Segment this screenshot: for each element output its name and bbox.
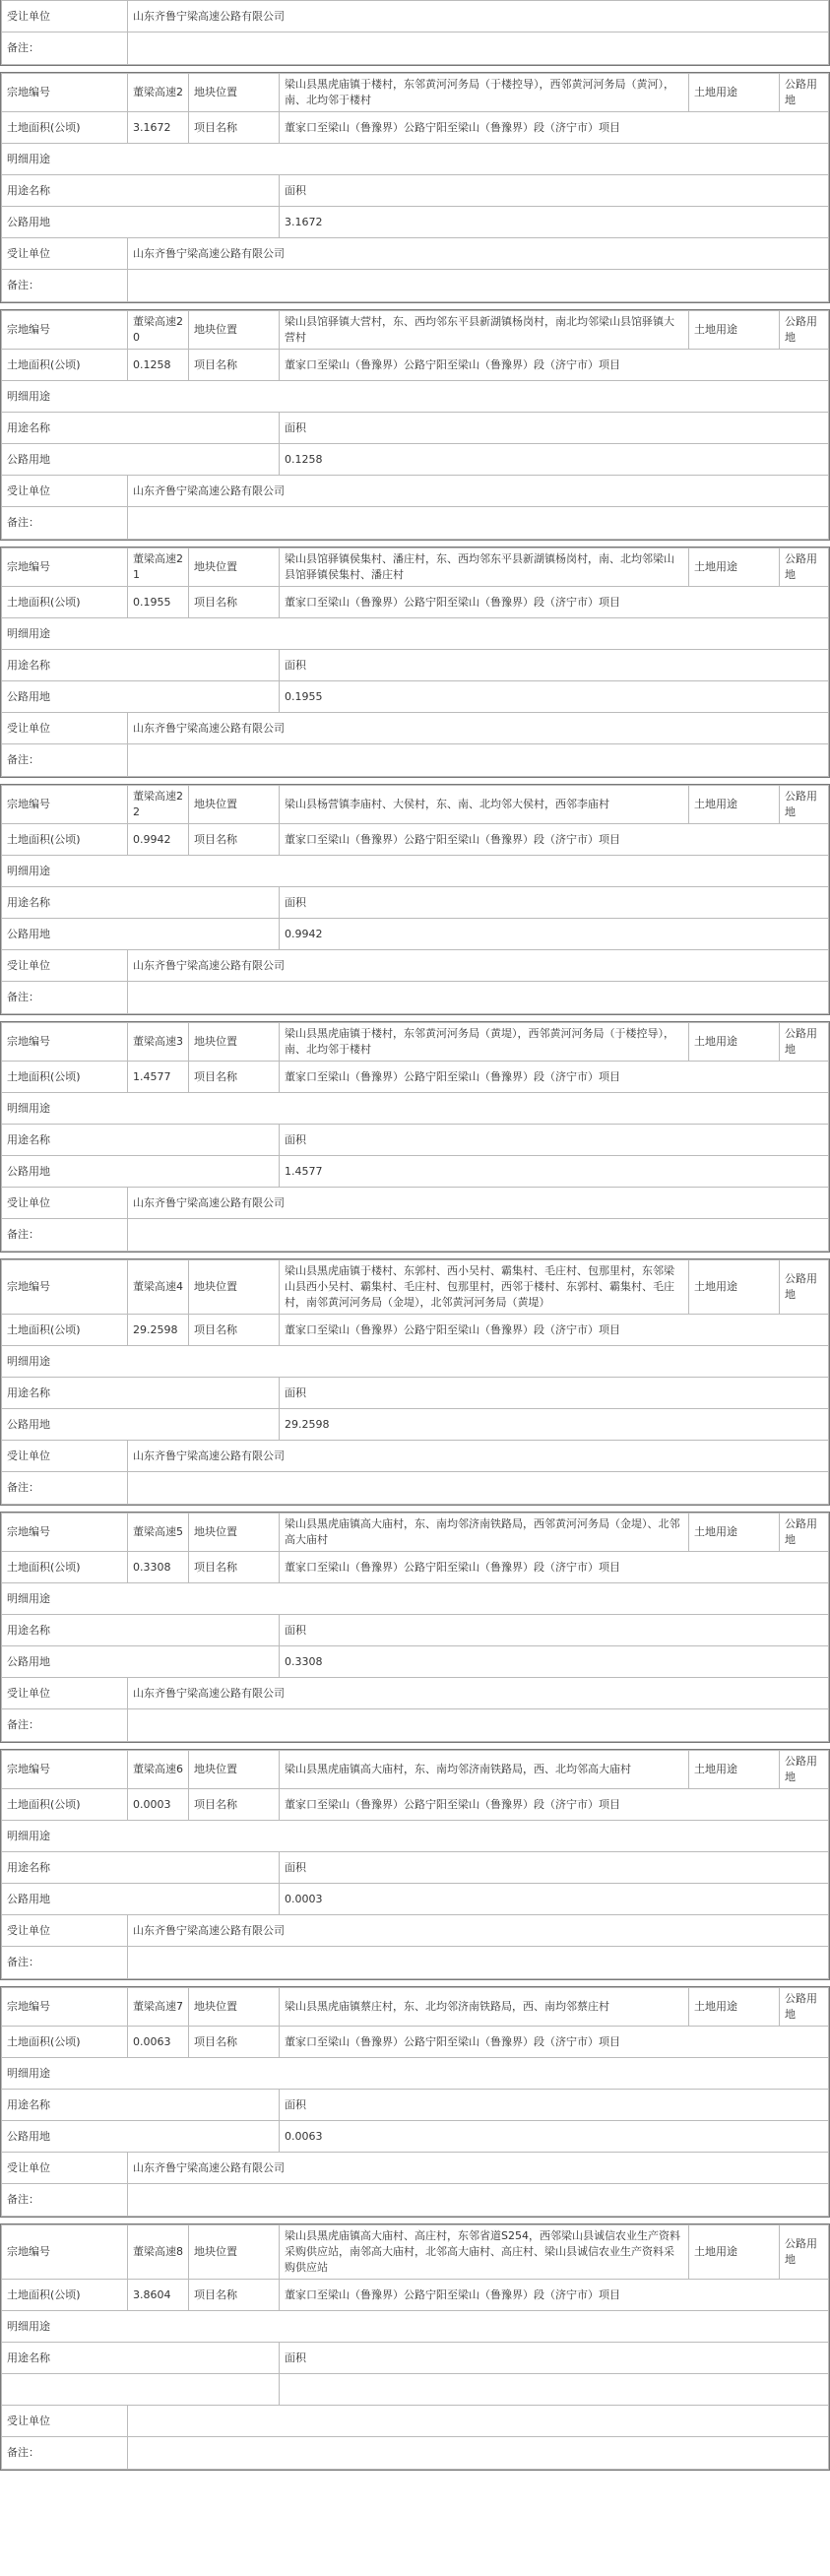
parcel-table: [1, 73, 829, 302]
remark-label: 备注：: [2, 1472, 128, 1505]
details-row: [2, 144, 829, 175]
details-label: 明细用途: [2, 1346, 829, 1378]
receiver-row: [2, 476, 829, 507]
area-ha-label: 土地面积(公顷): [2, 1789, 128, 1821]
detail-value-row: [2, 1884, 829, 1915]
remark-label: 备注：: [2, 1947, 128, 1979]
receiver-value: [128, 2406, 829, 2437]
parcel-table: [1, 1022, 829, 1252]
parcel-table: [1, 1513, 829, 1742]
receiver-row: [2, 1441, 829, 1472]
detail-value-row: [2, 1646, 829, 1678]
parcel-no-value: 董梁高速6: [128, 1751, 189, 1789]
details-label: 明细用途: [2, 1821, 829, 1852]
parcel-no-value: 董梁高速4: [128, 1260, 189, 1315]
detail-area-value: 0.1258: [280, 444, 829, 476]
detail-header-row: [2, 413, 829, 444]
remark-row: [2, 1219, 829, 1252]
receiver-row: [2, 950, 829, 982]
receiver-value: 山东齐鲁宁梁高速公路有限公司: [128, 1, 829, 32]
parcel-header-row: [2, 1751, 829, 1789]
remark-value: [128, 270, 829, 302]
receiver-row: [2, 1188, 829, 1219]
remark-label: 备注：: [2, 507, 128, 540]
details-label: 明细用途: [2, 2058, 829, 2090]
project-name-value: 董家口至梁山（鲁豫界）公路宁阳至梁山（鲁豫界）段（济宁市）项目: [280, 1062, 829, 1093]
project-name-label: 项目名称: [189, 1315, 280, 1346]
receiver-value: 山东齐鲁宁梁高速公路有限公司: [128, 950, 829, 982]
area-row: [2, 350, 829, 381]
receiver-label: 受让单位: [2, 1915, 128, 1947]
remark-value: [128, 1472, 829, 1505]
detail-area-value: 0.3308: [280, 1646, 829, 1678]
parcel-tail-block: [0, 0, 830, 66]
parcel-block: [0, 2223, 830, 2471]
remark-value: [128, 507, 829, 540]
parcel-no-label: 宗地编号: [2, 311, 128, 350]
detail-use-value: [2, 2374, 280, 2406]
detail-header-row: [2, 2090, 829, 2121]
parcel-no-value: 董梁高速8: [128, 2225, 189, 2280]
location-value: 梁山县黑虎庙镇于楼村，东邻黄河河务局（于楼控导），西邻黄河河务局（黄河），南、北均邻于楼村: [280, 74, 689, 112]
area-ha-value: 0.1955: [128, 587, 189, 618]
area-label: 面积: [280, 1378, 829, 1409]
parcel-table: [1, 310, 829, 540]
area-ha-value: 1.4577: [128, 1062, 189, 1093]
remark-value: [128, 1947, 829, 1979]
project-name-label: 项目名称: [189, 1789, 280, 1821]
use-name-label: 用途名称: [2, 650, 280, 681]
use-name-label: 用途名称: [2, 2090, 280, 2121]
detail-use-value: 公路用地: [2, 1409, 280, 1441]
project-name-value: 董家口至梁山（鲁豫界）公路宁阳至梁山（鲁豫界）段（济宁市）项目: [280, 824, 829, 856]
remark-row: [2, 2184, 829, 2217]
detail-value-row: [2, 2374, 829, 2406]
detail-use-value: 公路用地: [2, 444, 280, 476]
remark-value: [128, 2437, 829, 2470]
receiver-label: 受让单位: [2, 1441, 128, 1472]
area-label: 面积: [280, 175, 829, 207]
parcel-header-row: [2, 1023, 829, 1062]
project-name-label: 项目名称: [189, 2027, 280, 2058]
project-name-value: 董家口至梁山（鲁豫界）公路宁阳至梁山（鲁豫界）段（济宁市）项目: [280, 2280, 829, 2311]
details-label: 明细用途: [2, 381, 829, 413]
use-name-label: 用途名称: [2, 175, 280, 207]
remark-row: [2, 982, 829, 1014]
parcel-header-row: [2, 1988, 829, 2027]
land-use-label: 土地用途: [689, 1513, 780, 1552]
area-label: 面积: [280, 2343, 829, 2374]
receiver-value: 山东齐鲁宁梁高速公路有限公司: [128, 1678, 829, 1709]
remark-row: [2, 507, 829, 540]
detail-header-row: [2, 1125, 829, 1156]
parcel-tail-table: [1, 0, 829, 65]
land-use-value: 公路用地: [780, 311, 829, 350]
parcel-no-label: 宗地编号: [2, 786, 128, 824]
area-row: [2, 112, 829, 144]
remark-row: [2, 32, 829, 65]
remark-label: 备注：: [2, 32, 128, 65]
area-label: 面积: [280, 1615, 829, 1646]
location-value: 梁山县黑虎庙镇高大庙村，东、南均邻济南铁路局，西邻黄河河务局（金堤）、北邻高大庙村: [280, 1513, 689, 1552]
use-name-label: 用途名称: [2, 887, 280, 919]
remark-value: [128, 2184, 829, 2217]
area-ha-value: 0.0003: [128, 1789, 189, 1821]
land-use-value: 公路用地: [780, 1023, 829, 1062]
parcel-table: [1, 547, 829, 777]
details-row: [2, 2058, 829, 2090]
land-use-label: 土地用途: [689, 548, 780, 587]
location-label: 地块位置: [189, 1260, 280, 1315]
receiver-label: 受让单位: [2, 238, 128, 270]
remark-label: 备注：: [2, 2437, 128, 2470]
remark-value: [128, 982, 829, 1014]
parcel-header-row: [2, 74, 829, 112]
land-use-value: 公路用地: [780, 548, 829, 587]
remark-label: 备注：: [2, 270, 128, 302]
project-name-label: 项目名称: [189, 587, 280, 618]
remark-row: [2, 1709, 829, 1742]
receiver-value: 山东齐鲁宁梁高速公路有限公司: [128, 1915, 829, 1947]
detail-value-row: [2, 919, 829, 950]
project-name-label: 项目名称: [189, 1062, 280, 1093]
area-ha-label: 土地面积(公顷): [2, 1552, 128, 1583]
parcel-no-label: 宗地编号: [2, 1988, 128, 2027]
use-name-label: 用途名称: [2, 1615, 280, 1646]
project-name-value: 董家口至梁山（鲁豫界）公路宁阳至梁山（鲁豫界）段（济宁市）项目: [280, 1552, 829, 1583]
location-label: 地块位置: [189, 2225, 280, 2280]
land-use-label: 土地用途: [689, 1260, 780, 1315]
project-name-value: 董家口至梁山（鲁豫界）公路宁阳至梁山（鲁豫界）段（济宁市）项目: [280, 1315, 829, 1346]
receiver-value: 山东齐鲁宁梁高速公路有限公司: [128, 238, 829, 270]
detail-use-value: 公路用地: [2, 1156, 280, 1188]
land-use-value: 公路用地: [780, 786, 829, 824]
parcel-table: [1, 785, 829, 1014]
receiver-label: 受让单位: [2, 2153, 128, 2184]
detail-area-value: 0.0063: [280, 2121, 829, 2153]
detail-use-value: 公路用地: [2, 919, 280, 950]
remark-label: 备注：: [2, 982, 128, 1014]
use-name-label: 用途名称: [2, 2343, 280, 2374]
land-use-value: 公路用地: [780, 1260, 829, 1315]
area-label: 面积: [280, 887, 829, 919]
detail-header-row: [2, 1378, 829, 1409]
detail-header-row: [2, 175, 829, 207]
land-use-label: 土地用途: [689, 311, 780, 350]
parcel-table: [1, 2224, 829, 2470]
receiver-row: [2, 238, 829, 270]
receiver-value: 山东齐鲁宁梁高速公路有限公司: [128, 1441, 829, 1472]
remark-value: [128, 744, 829, 777]
details-label: 明细用途: [2, 1583, 829, 1615]
land-use-label: 土地用途: [689, 1751, 780, 1789]
details-label: 明细用途: [2, 1093, 829, 1125]
detail-header-row: [2, 650, 829, 681]
location-label: 地块位置: [189, 786, 280, 824]
details-row: [2, 381, 829, 413]
details-row: [2, 856, 829, 887]
parcel-no-label: 宗地编号: [2, 1751, 128, 1789]
parcel-block: [0, 547, 830, 778]
land-use-label: 土地用途: [689, 74, 780, 112]
detail-value-row: [2, 2121, 829, 2153]
parcel-header-row: [2, 2225, 829, 2280]
detail-value-row: [2, 1156, 829, 1188]
project-name-label: 项目名称: [189, 824, 280, 856]
parcel-list: [0, 72, 830, 2471]
area-label: 面积: [280, 413, 829, 444]
use-name-label: 用途名称: [2, 1125, 280, 1156]
receiver-row: [2, 1678, 829, 1709]
detail-area-value: 29.2598: [280, 1409, 829, 1441]
receiver-row: [2, 1915, 829, 1947]
parcel-no-value: 董梁高速20: [128, 311, 189, 350]
receiver-label: 受让单位: [2, 1188, 128, 1219]
area-row: [2, 1789, 829, 1821]
parcel-block: [0, 1986, 830, 2218]
land-use-label: 土地用途: [689, 1988, 780, 2027]
land-use-value: 公路用地: [780, 74, 829, 112]
area-ha-value: 0.1258: [128, 350, 189, 381]
parcel-header-row: [2, 311, 829, 350]
receiver-label: 受让单位: [2, 950, 128, 982]
area-row: [2, 824, 829, 856]
area-row: [2, 1062, 829, 1093]
project-name-value: 董家口至梁山（鲁豫界）公路宁阳至梁山（鲁豫界）段（济宁市）项目: [280, 587, 829, 618]
parcel-no-value: 董梁高速22: [128, 786, 189, 824]
detail-use-value: 公路用地: [2, 1884, 280, 1915]
location-label: 地块位置: [189, 1988, 280, 2027]
detail-value-row: [2, 681, 829, 713]
parcel-table: [1, 1750, 829, 1979]
area-label: 面积: [280, 1852, 829, 1884]
project-name-label: 项目名称: [189, 1552, 280, 1583]
land-use-label: 土地用途: [689, 2225, 780, 2280]
details-label: 明细用途: [2, 144, 829, 175]
use-name-label: 用途名称: [2, 1378, 280, 1409]
parcel-block: [0, 1512, 830, 1743]
remark-row: [2, 270, 829, 302]
receiver-label: 受让单位: [2, 2406, 128, 2437]
detail-area-value: 0.0003: [280, 1884, 829, 1915]
location-value: 梁山县黑虎庙镇高大庙村，东、南均邻济南铁路局，西、北均邻高大庙村: [280, 1751, 689, 1789]
area-ha-label: 土地面积(公顷): [2, 824, 128, 856]
location-value: 梁山县黑虎庙镇于楼村、东郭村、西小吴村、霸集村、毛庄村、包那里村，东邻梁山县西小吴村、霸集村、毛庄村、包那里村，西邻于楼村、东郭村、霸集村、毛庄村，南邻黄河河务局（金堤），北邻黄河河务局（黄堤）: [280, 1260, 689, 1315]
remark-row: [2, 2437, 829, 2470]
area-label: 面积: [280, 1125, 829, 1156]
parcel-block: [0, 309, 830, 541]
detail-header-row: [2, 1852, 829, 1884]
use-name-label: 用途名称: [2, 413, 280, 444]
detail-header-row: [2, 887, 829, 919]
parcel-header-row: [2, 1513, 829, 1552]
remark-row: [2, 744, 829, 777]
use-name-label: 用途名称: [2, 1852, 280, 1884]
area-row: [2, 1315, 829, 1346]
area-ha-label: 土地面积(公顷): [2, 350, 128, 381]
detail-area-value: 0.9942: [280, 919, 829, 950]
project-name-label: 项目名称: [189, 350, 280, 381]
receiver-row: [2, 713, 829, 744]
receiver-row: [2, 1, 829, 32]
detail-header-row: [2, 1615, 829, 1646]
details-row: [2, 1093, 829, 1125]
parcel-no-value: 董梁高速2: [128, 74, 189, 112]
location-label: 地块位置: [189, 1023, 280, 1062]
parcel-no-label: 宗地编号: [2, 2225, 128, 2280]
detail-header-row: [2, 2343, 829, 2374]
parcel-no-label: 宗地编号: [2, 548, 128, 587]
location-value: 梁山县黑虎庙镇蔡庄村，东、北均邻济南铁路局，西、南均邻蔡庄村: [280, 1988, 689, 2027]
detail-area-value: 1.4577: [280, 1156, 829, 1188]
detail-area-value: [280, 2374, 829, 2406]
details-row: [2, 1346, 829, 1378]
detail-use-value: 公路用地: [2, 207, 280, 238]
area-row: [2, 2280, 829, 2311]
area-ha-value: 29.2598: [128, 1315, 189, 1346]
location-value: 梁山县杨营镇李庙村、大侯村，东、南、北均邻大侯村，西邻李庙村: [280, 786, 689, 824]
remark-label: 备注：: [2, 744, 128, 777]
area-row: [2, 2027, 829, 2058]
receiver-value: 山东齐鲁宁梁高速公路有限公司: [128, 476, 829, 507]
detail-area-value: 0.1955: [280, 681, 829, 713]
remark-label: 备注：: [2, 1219, 128, 1252]
area-ha-label: 土地面积(公顷): [2, 1062, 128, 1093]
land-use-value: 公路用地: [780, 1988, 829, 2027]
area-ha-value: 0.3308: [128, 1552, 189, 1583]
receiver-label: 受让单位: [2, 476, 128, 507]
parcel-header-row: [2, 786, 829, 824]
parcel-no-value: 董梁高速21: [128, 548, 189, 587]
parcel-table: [1, 1259, 829, 1505]
project-name-label: 项目名称: [189, 112, 280, 144]
details-label: 明细用途: [2, 2311, 829, 2343]
remark-value: [128, 1219, 829, 1252]
details-row: [2, 2311, 829, 2343]
area-row: [2, 587, 829, 618]
detail-use-value: 公路用地: [2, 1646, 280, 1678]
detail-value-row: [2, 207, 829, 238]
location-label: 地块位置: [189, 1751, 280, 1789]
area-label: 面积: [280, 2090, 829, 2121]
parcel-header-row: [2, 1260, 829, 1315]
receiver-label: 受让单位: [2, 1, 128, 32]
parcel-no-value: 董梁高速3: [128, 1023, 189, 1062]
location-value: 梁山县馆驿镇大营村，东、西均邻东平县新湖镇杨岗村，南北均邻梁山县馆驿镇大营村: [280, 311, 689, 350]
receiver-row: [2, 2153, 829, 2184]
project-name-value: 董家口至梁山（鲁豫界）公路宁阳至梁山（鲁豫界）段（济宁市）项目: [280, 2027, 829, 2058]
project-name-value: 董家口至梁山（鲁豫界）公路宁阳至梁山（鲁豫界）段（济宁市）项目: [280, 350, 829, 381]
receiver-value: 山东齐鲁宁梁高速公路有限公司: [128, 713, 829, 744]
details-row: [2, 1821, 829, 1852]
remark-label: 备注：: [2, 1709, 128, 1742]
parcel-no-value: 董梁高速7: [128, 1988, 189, 2027]
parcel-block: [0, 72, 830, 303]
area-ha-label: 土地面积(公顷): [2, 1315, 128, 1346]
area-ha-label: 土地面积(公顷): [2, 112, 128, 144]
location-label: 地块位置: [189, 1513, 280, 1552]
land-use-label: 土地用途: [689, 1023, 780, 1062]
land-use-value: 公路用地: [780, 1513, 829, 1552]
location-value: 梁山县黑虎庙镇高大庙村、高庄村，东邻省道S254，西邻梁山县诚信农业生产资料采购供应站，南邻高大庙村，北邻高大庙村、高庄村、梁山县诚信农业生产资料采购供应站: [280, 2225, 689, 2280]
area-ha-label: 土地面积(公顷): [2, 587, 128, 618]
detail-use-value: 公路用地: [2, 2121, 280, 2153]
area-ha-value: 3.1672: [128, 112, 189, 144]
parcel-no-label: 宗地编号: [2, 74, 128, 112]
area-ha-value: 0.0063: [128, 2027, 189, 2058]
area-row: [2, 1552, 829, 1583]
remark-value: [128, 1709, 829, 1742]
receiver-label: 受让单位: [2, 713, 128, 744]
parcel-no-value: 董梁高速5: [128, 1513, 189, 1552]
area-ha-value: 3.8604: [128, 2280, 189, 2311]
parcel-header-row: [2, 548, 829, 587]
receiver-value: 山东齐鲁宁梁高速公路有限公司: [128, 1188, 829, 1219]
parcel-block: [0, 1021, 830, 1253]
area-ha-label: 土地面积(公顷): [2, 2280, 128, 2311]
area-ha-value: 0.9942: [128, 824, 189, 856]
location-value: 梁山县黑虎庙镇于楼村，东邻黄河河务局（黄堤），西邻黄河河务局（于楼控导），南、北均邻于楼村: [280, 1023, 689, 1062]
land-use-value: 公路用地: [780, 2225, 829, 2280]
parcel-block: [0, 1258, 830, 1506]
detail-use-value: 公路用地: [2, 681, 280, 713]
receiver-label: 受让单位: [2, 1678, 128, 1709]
details-row: [2, 1583, 829, 1615]
remark-value: [128, 32, 829, 65]
receiver-row: [2, 2406, 829, 2437]
parcel-table: [1, 1987, 829, 2217]
details-label: 明细用途: [2, 618, 829, 650]
project-name-label: 项目名称: [189, 2280, 280, 2311]
detail-area-value: 3.1672: [280, 207, 829, 238]
location-label: 地块位置: [189, 548, 280, 587]
parcel-no-label: 宗地编号: [2, 1023, 128, 1062]
area-ha-label: 土地面积(公顷): [2, 2027, 128, 2058]
parcel-no-label: 宗地编号: [2, 1513, 128, 1552]
land-use-label: 土地用途: [689, 786, 780, 824]
receiver-value: 山东齐鲁宁梁高速公路有限公司: [128, 2153, 829, 2184]
details-row: [2, 618, 829, 650]
parcel-block: [0, 1749, 830, 1980]
parcel-block: [0, 784, 830, 1015]
remark-label: 备注：: [2, 2184, 128, 2217]
detail-value-row: [2, 444, 829, 476]
land-use-value: 公路用地: [780, 1751, 829, 1789]
location-label: 地块位置: [189, 74, 280, 112]
remark-row: [2, 1472, 829, 1505]
parcel-no-label: 宗地编号: [2, 1260, 128, 1315]
remark-row: [2, 1947, 829, 1979]
detail-value-row: [2, 1409, 829, 1441]
details-label: 明细用途: [2, 856, 829, 887]
project-name-value: 董家口至梁山（鲁豫界）公路宁阳至梁山（鲁豫界）段（济宁市）项目: [280, 1789, 829, 1821]
area-label: 面积: [280, 650, 829, 681]
project-name-value: 董家口至梁山（鲁豫界）公路宁阳至梁山（鲁豫界）段（济宁市）项目: [280, 112, 829, 144]
location-value: 梁山县馆驿镇侯集村、潘庄村，东、西均邻东平县新湖镇杨岗村，南、北均邻梁山县馆驿镇侯集村、潘庄村: [280, 548, 689, 587]
location-label: 地块位置: [189, 311, 280, 350]
